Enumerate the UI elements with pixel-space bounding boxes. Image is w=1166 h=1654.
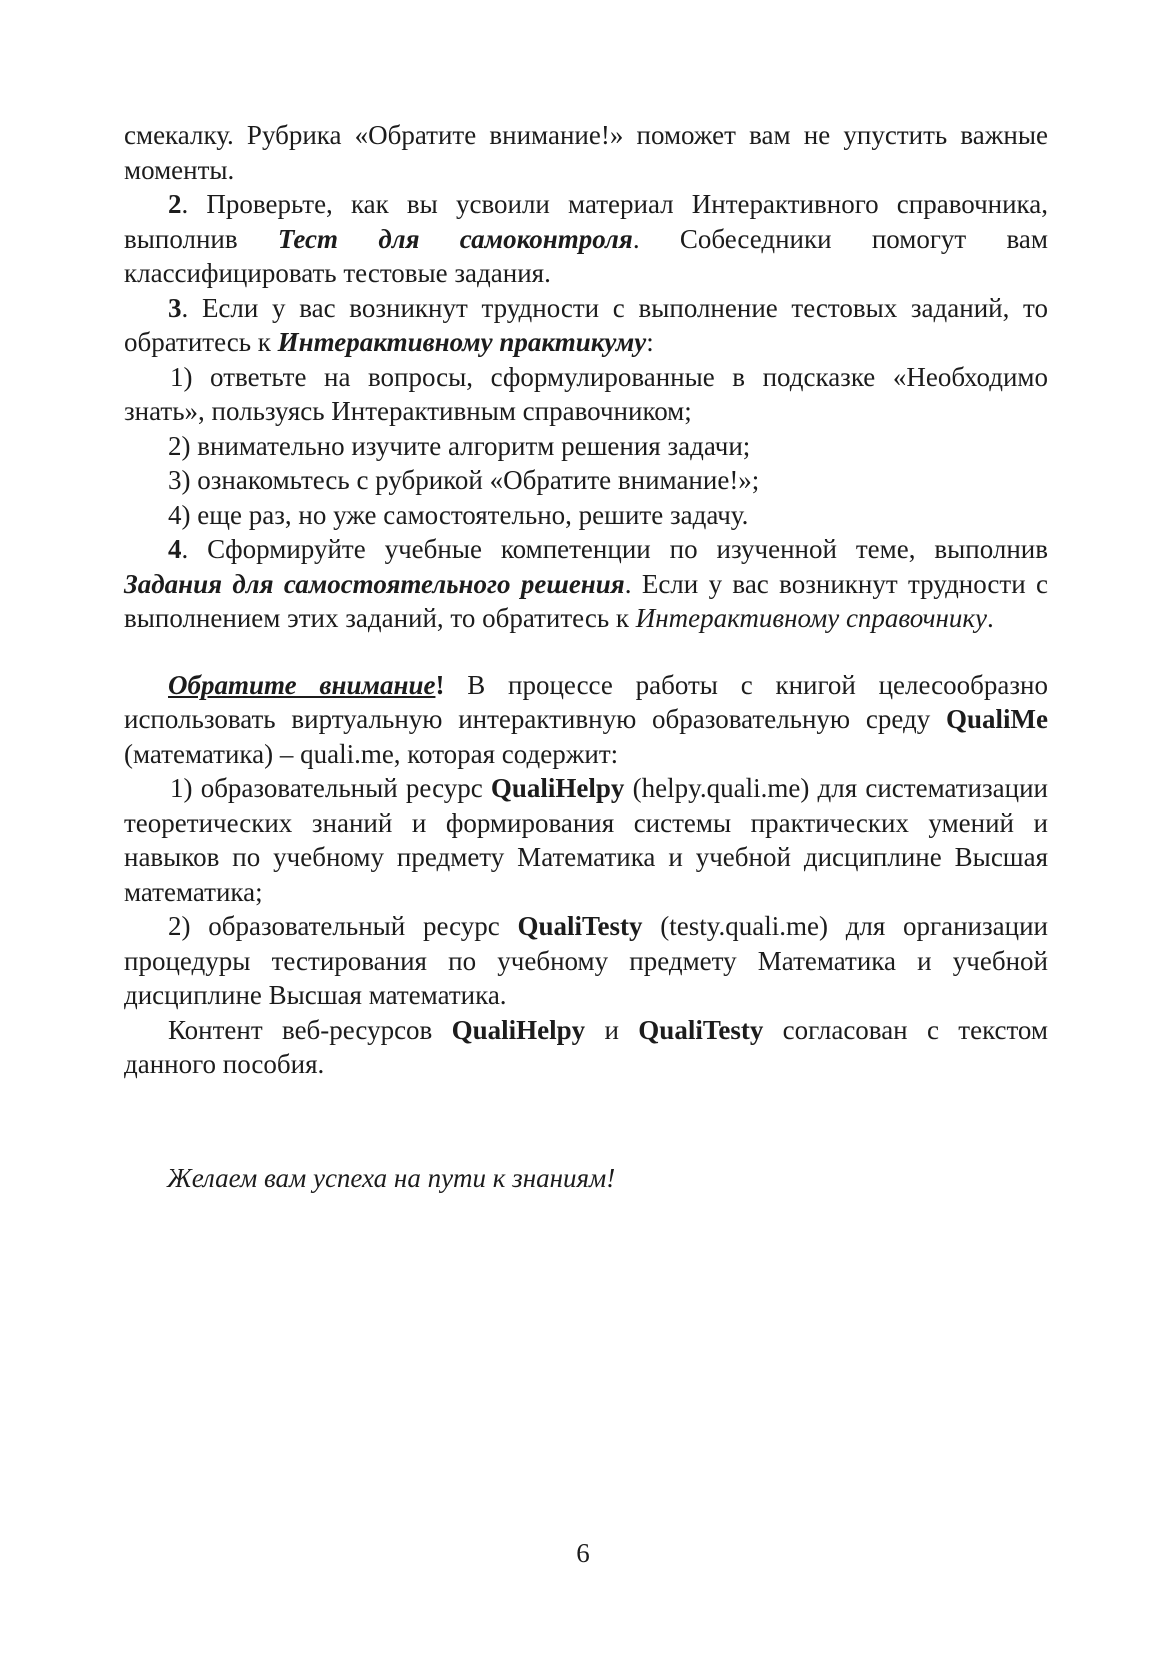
interactive-reference-term: Интерактивному справочнику <box>635 603 987 633</box>
page-number: 6 <box>576 1538 590 1568</box>
substep-3: 3) ознакомьтесь с рубрикой «Обратите внимание!»; <box>168 465 760 495</box>
substep-1: 1) ответьте на вопросы, сформулированные в подсказке «Необходимо знать», пользуясь Интерактивным справочником; <box>124 361 1048 426</box>
interactive-practicum-term: Интерактивному практикуму <box>277 327 647 357</box>
resource-qualitesty: 2) образовательный ресурс QualiTesty (testy.quali.me) для организации процедуры тестирования по учебному предмету Математика и учебной дисциплине Высшая математика. <box>124 911 1049 1010</box>
closing-wish: Желаем вам успеха на пути к знаниям! <box>167 1163 616 1193</box>
paragraph-step-2: 2. Проверьте, как вы усвоили материал Интерактивного справочника, выполнив Тест для самоконтроля. Собеседники помогут вам классифицировать тестовые задания. <box>124 189 1048 288</box>
substep-2: 2) внимательно изучите алгоритм решения задачи; <box>168 430 751 461</box>
substep-4: 4) еще раз, но уже самостоятельно, решите задачу. <box>168 499 749 530</box>
test-self-control-term: Тест для самоконтроля <box>277 223 633 254</box>
qualihelpy-brand: QualiHelpy <box>490 773 625 803</box>
qualime-brand: QualiMe <box>946 704 1048 734</box>
resource-qualihelpy: 1) образовательный ресурс QualiHelpy (helpy.quali.me) для систематизации теоретических знаний и формирования системы практических умений и навыков по учебному предмету Математика и учебной дисциплине Высшая математика; <box>124 773 1049 907</box>
paragraph-step-4: 4. Сформируйте учебные компетенции по изученной теме, выполнив Задания для самостоятельного решения. Если у вас возникнут трудности с выполнением этих заданий, то обратитесь к Интерактивному справочнику. <box>124 534 1048 633</box>
attention-label: Обратите внимание <box>168 669 436 700</box>
attention-note: Обратите внимание! В процессе работы с книгой целесообразно использовать виртуальную интерактивную образовательную среду QualiMe (математика) – quali.me, которая содержит: <box>124 669 1048 769</box>
paragraph-step-3: 3. Если у вас возникнут трудности с выполнение тестовых заданий, то обратитесь к Интерактивному практикуму: <box>124 292 1048 357</box>
qualitesty-brand: QualiTesty <box>517 911 643 941</box>
instructions-block <box>124 118 1048 1082</box>
content-agreement: Контент веб-ресурсов QualiHelpy и QualiTesty согласован с текстом данного пособия. <box>124 1014 1049 1079</box>
independent-tasks-term: Задания для самостоятельного решения <box>124 568 625 599</box>
paragraph-intro-end: смекалку. Рубрика «Обратите внимание!» поможет вам не упустить важные моменты. <box>124 120 1048 185</box>
